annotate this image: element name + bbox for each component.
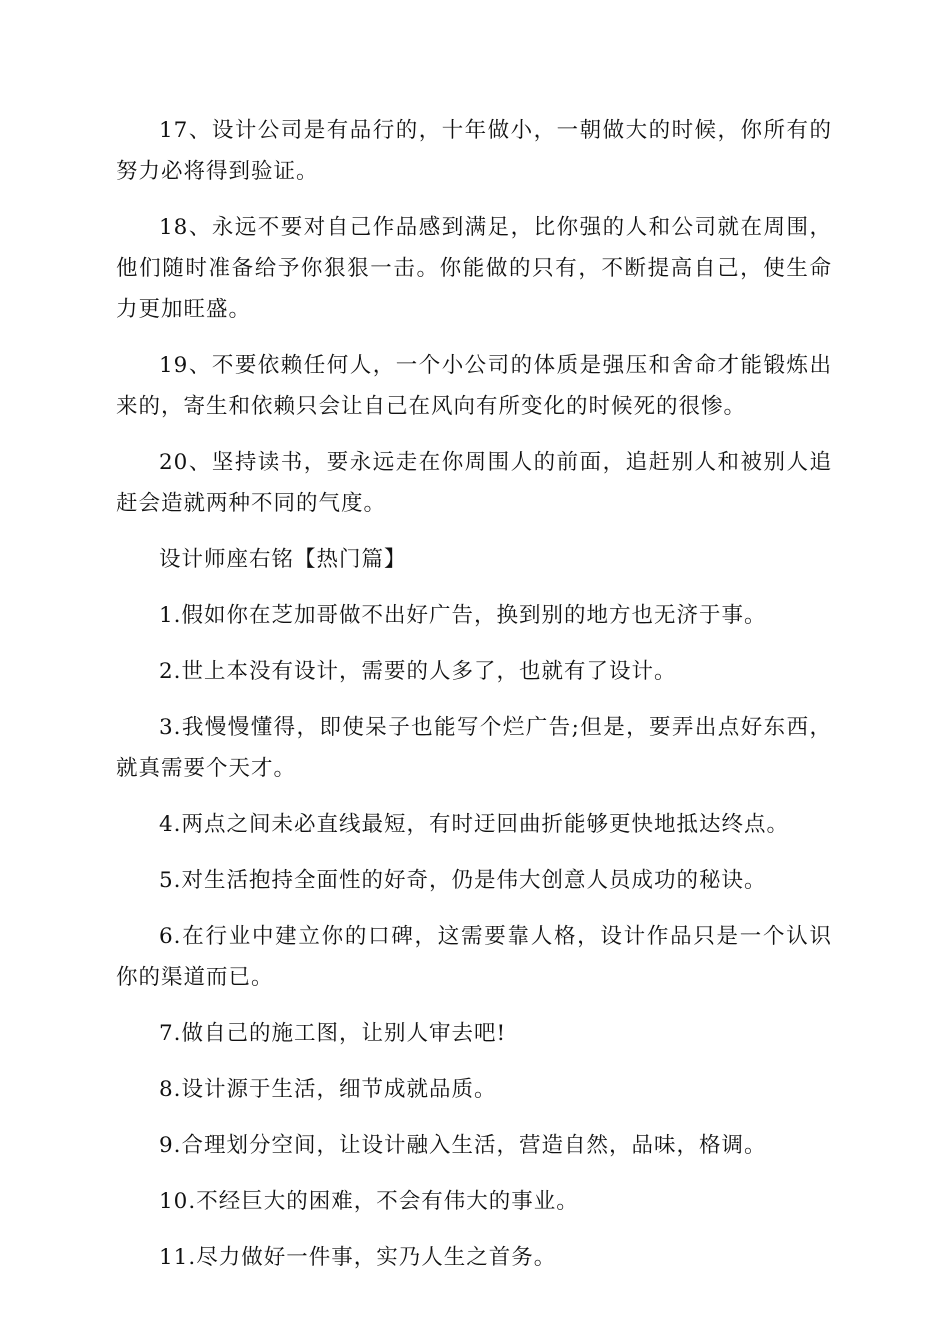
- list-item-11: 11.尽力做好一件事，实乃人生之首务。: [159, 1245, 557, 1270]
- paragraph-20: 20、坚持读书，要永远走在你周围人的前面，追赶别人和被别人追赶会造就两种不同的气度。: [116, 450, 832, 516]
- list-item-8: 8.设计源于生活，细节成就品质。: [159, 1077, 497, 1102]
- paragraph-18: 18、永远不要对自己作品感到满足，比你强的人和公司就在周围，他们随时准备给予你狠狠一击。你能做的只有，不断提高自己，使生命力更加旺盛。: [116, 215, 832, 322]
- list-item-1: 1.假如你在芝加哥做不出好广告，换到别的地方也无济于事。: [159, 603, 767, 628]
- list-item-7: 7.做自己的施工图，让别人审去吧!: [159, 1021, 507, 1046]
- list-item-3: 3.我慢慢懂得，即使呆子也能写个烂广告;但是，要弄出点好东西，就真需要个天才。: [116, 715, 832, 781]
- list-item-6: 6.在行业中建立你的口碑，这需要靠人格，设计作品只是一个认识你的渠道而已。: [116, 924, 832, 990]
- section-heading: 设计师座右铭【热门篇】: [159, 547, 407, 572]
- document-body: [116, 110, 832, 1293]
- paragraph-19: 19、不要依赖任何人，一个小公司的体质是强压和舍命才能锻炼出来的，寄生和依赖只会让自己在风向有所变化的时候死的很惨。: [116, 353, 832, 419]
- paragraph-17: 17、设计公司是有品行的，十年做小，一朝做大的时候，你所有的努力必将得到验证。: [116, 118, 832, 184]
- list-item-5: 5.对生活抱持全面性的好奇，仍是伟大创意人员成功的秘诀。: [159, 868, 767, 893]
- list-item-9: 9.合理划分空间，让设计融入生活，营造自然，品味，格调。: [159, 1133, 767, 1158]
- list-item-4: 4.两点之间未必直线最短，有时迂回曲折能够更快地抵达终点。: [159, 812, 790, 837]
- list-item-2: 2.世上本没有设计，需要的人多了，也就有了设计。: [159, 659, 677, 684]
- list-item-10: 10.不经巨大的困难，不会有伟大的事业。: [159, 1189, 579, 1214]
